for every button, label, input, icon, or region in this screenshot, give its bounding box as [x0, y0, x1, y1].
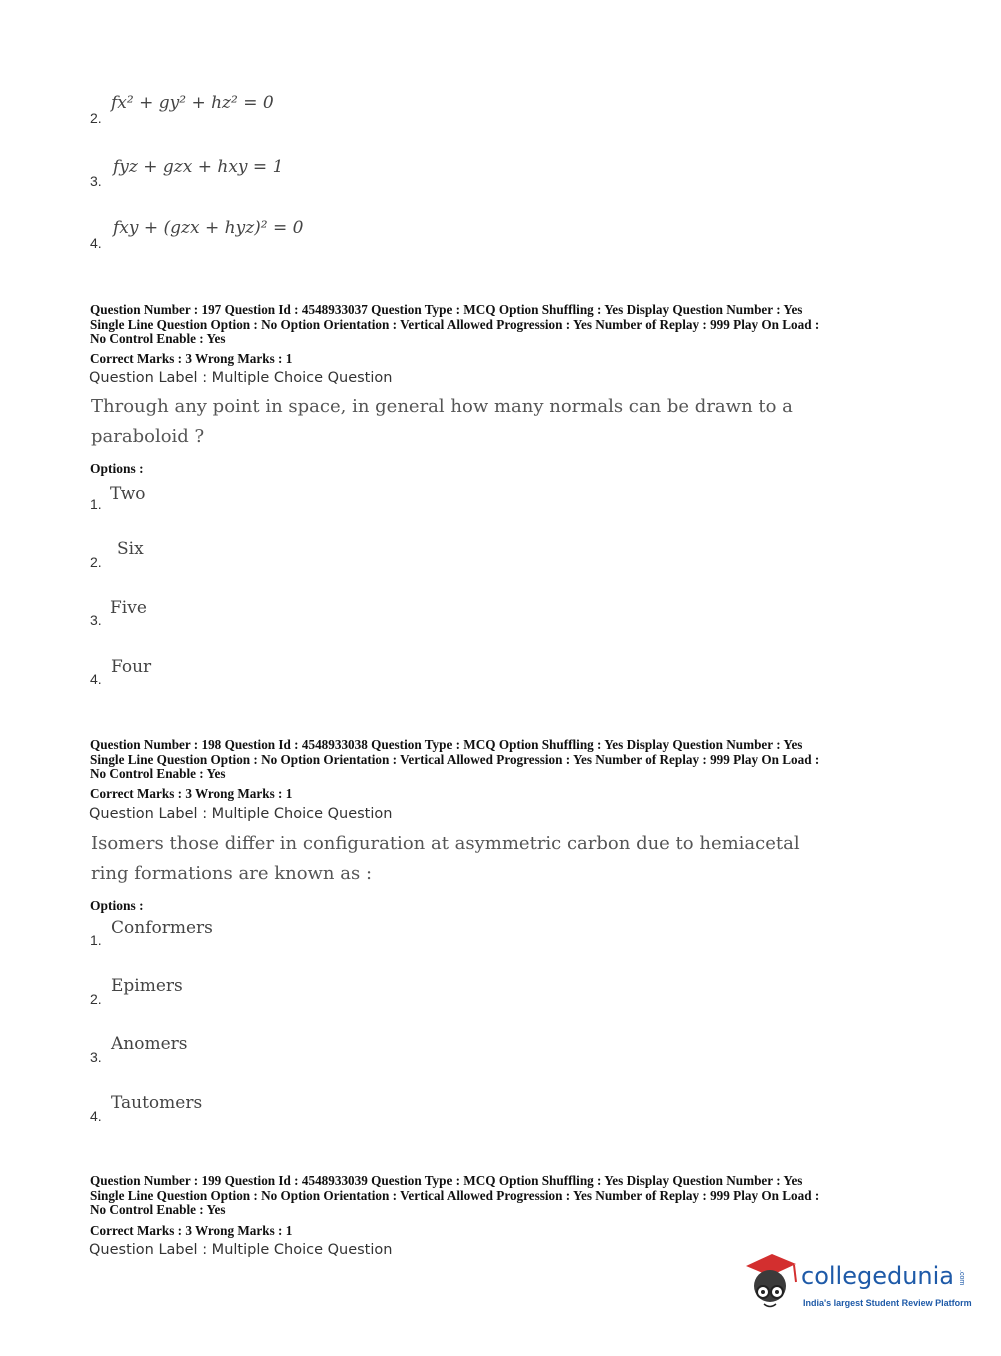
option-number: 1.	[90, 496, 102, 512]
meta-line: Question Number : 197 Question Id : 4548933037 Question Type : MCQ Option Shuffling : Yes Display Question Number : Yes	[90, 302, 803, 317]
meta-line: No Control Enable : Yes	[90, 766, 226, 782]
meta-line: Single Line Question Option : No Option Orientation : Vertical Allowed Progression : Yes Number of Replay : 999 Play On Load :	[90, 1187, 820, 1203]
collegedunia-logo	[742, 1248, 972, 1318]
math-expression: fxy + (gzx + hyz)² = 0	[113, 218, 304, 238]
option-text: Conformers	[111, 918, 213, 938]
question-text-line: Isomers those differ in configuration at asymmetric carbon due to hemiacetal	[91, 833, 800, 854]
meta-line: Question Number : 199 Question Id : 4548933039 Question Type : MCQ Option Shuffling : Yes Display Question Number : Yes	[90, 1173, 803, 1188]
option-text: Anomers	[111, 1034, 188, 1054]
logo-domain-suffix: .com	[958, 1270, 965, 1286]
math-expression: fx² + gy² + hz² = 0	[111, 93, 274, 113]
question-label: Question Label : Multiple Choice Question	[89, 1242, 393, 1258]
marks-line: Correct Marks : 3 Wrong Marks : 1	[90, 351, 293, 366]
option-number: 2.	[90, 991, 102, 1007]
option-text: Tautomers	[111, 1093, 203, 1113]
mascot-icon	[742, 1248, 800, 1318]
marks-line: Correct Marks : 3 Wrong Marks : 1	[90, 786, 293, 801]
question-text-line: Through any point in space, in general how many normals can be drawn to a	[91, 396, 793, 417]
meta-line: No Control Enable : Yes	[90, 1202, 226, 1218]
option-text: Six	[117, 539, 144, 559]
question-meta	[90, 1174, 920, 1218]
option-number: 4.	[90, 671, 102, 687]
option-number: 1.	[90, 932, 102, 948]
option-number: 4.	[90, 235, 102, 251]
math-expression: fyz + gzx + hxy = 1	[113, 157, 284, 177]
option-text: Two	[110, 484, 146, 504]
option-number: 2.	[90, 110, 102, 126]
option-text: Epimers	[111, 976, 183, 996]
option-number: 4.	[90, 1108, 102, 1124]
option-text: Four	[111, 657, 152, 677]
question-text	[91, 392, 811, 452]
question-meta	[90, 738, 920, 782]
option-text: Five	[110, 598, 147, 618]
meta-line: Single Line Question Option : No Option Orientation : Vertical Allowed Progression : Yes Number of Replay : 999 Play On Load :	[90, 316, 820, 332]
options-heading: Options :	[90, 898, 144, 913]
question-text-line: ring formations are known as :	[91, 863, 373, 884]
question-label: Question Label : Multiple Choice Question	[89, 806, 393, 822]
option-number: 3.	[90, 612, 102, 628]
logo-tagline: India's largest Student Review Platform	[803, 1298, 972, 1308]
meta-line: No Control Enable : Yes	[90, 331, 226, 347]
question-meta	[90, 303, 920, 347]
options-heading: Options :	[90, 461, 144, 476]
question-text	[91, 829, 811, 889]
option-number: 2.	[90, 554, 102, 570]
option-number: 3.	[90, 173, 102, 189]
logo-wordmark: collegedunia	[801, 1262, 955, 1290]
question-text-line: paraboloid ?	[91, 426, 205, 447]
marks-line: Correct Marks : 3 Wrong Marks : 1	[90, 1223, 293, 1238]
question-label: Question Label : Multiple Choice Question	[89, 370, 393, 386]
option-number: 3.	[90, 1049, 102, 1065]
meta-line: Question Number : 198 Question Id : 4548933038 Question Type : MCQ Option Shuffling : Yes Display Question Number : Yes	[90, 737, 803, 752]
meta-line: Single Line Question Option : No Option Orientation : Vertical Allowed Progression : Yes Number of Replay : 999 Play On Load :	[90, 751, 820, 767]
